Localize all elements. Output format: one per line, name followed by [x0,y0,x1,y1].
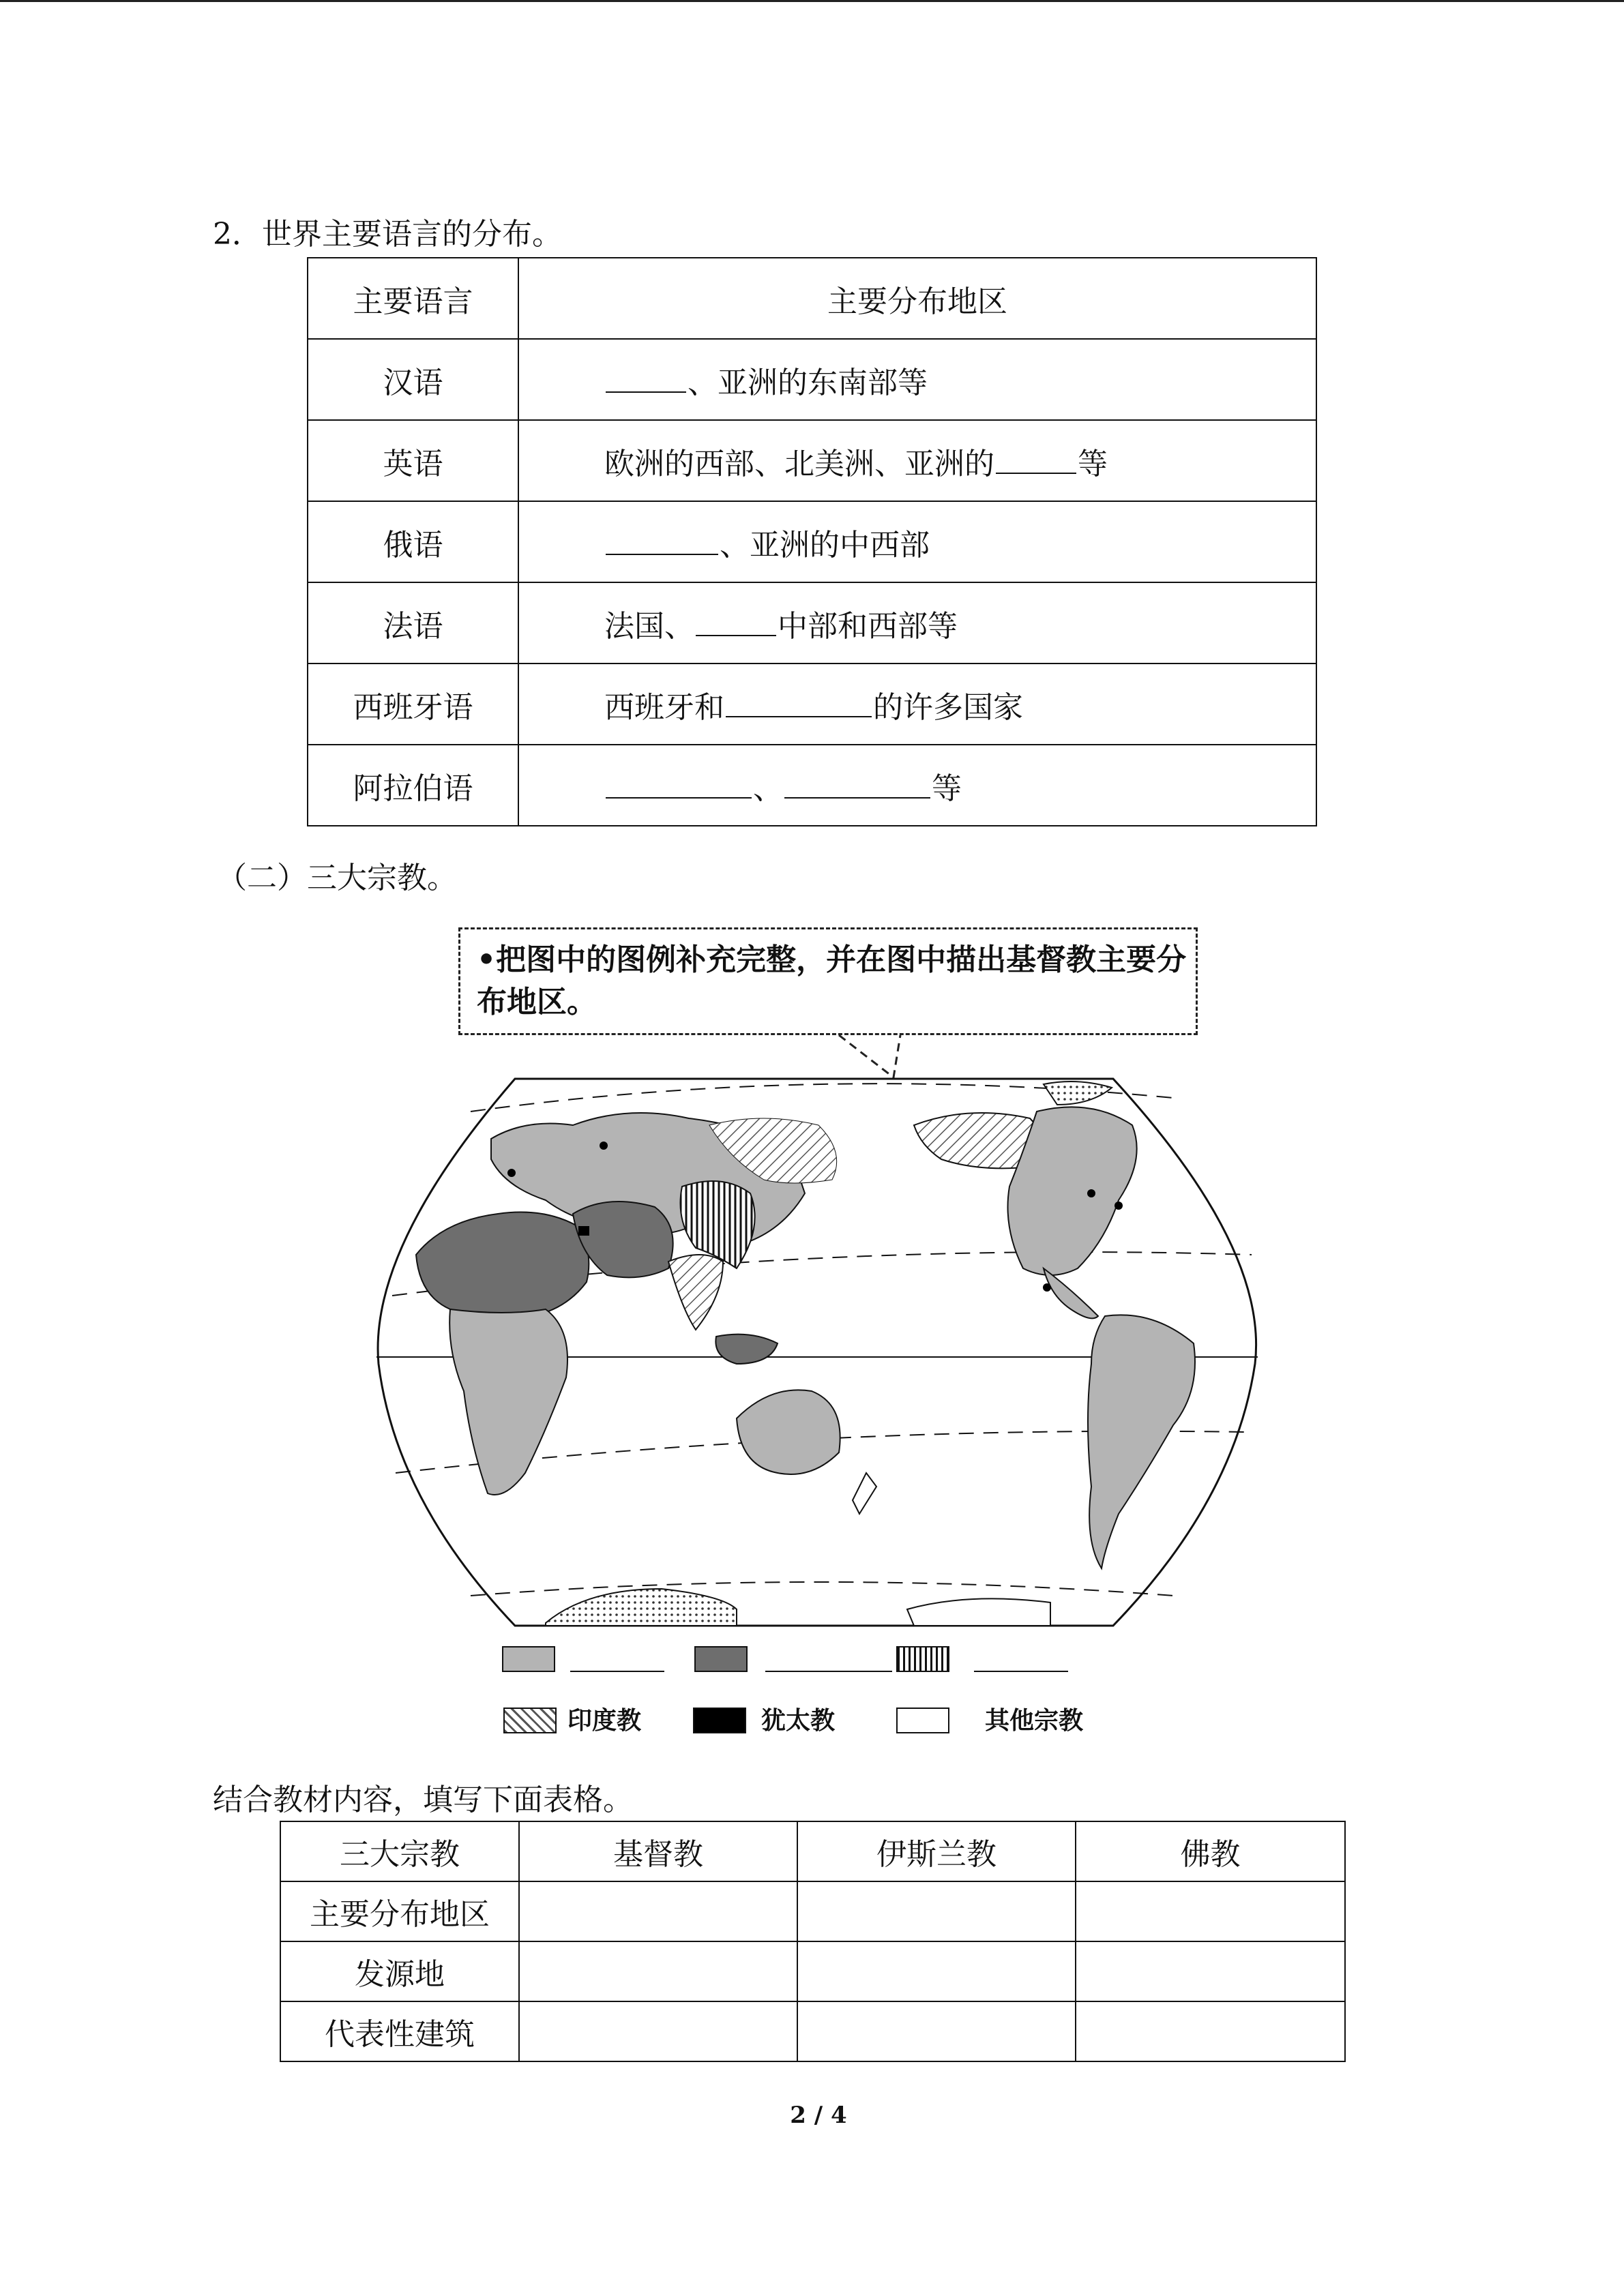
header-cell: 基督教 [519,1821,797,1881]
legend-swatch-dark-gray [694,1646,748,1672]
legend-swatch-hatch [503,1708,557,1733]
legend-swatch-light-gray [502,1646,555,1672]
fill-blank[interactable] [696,608,776,636]
top-border [0,0,1624,2]
region-text: 西班牙和 [604,689,724,725]
region-cell [518,501,1316,582]
section-heading-languages: 2．世界主要语言的分布。 [213,217,562,252]
table-row [308,745,1316,826]
table-header-row [308,258,1316,339]
header-cell: 三大宗教 [280,1821,519,1881]
row-label: 代表性建筑 [280,2001,519,2061]
language-cell: 法语 [308,582,518,664]
fill-blank[interactable] [784,770,930,799]
answer-cell[interactable] [519,1941,797,2001]
legend-swatch-vertical-lines [896,1646,949,1672]
region-text: 等 [932,771,962,806]
row-label: 发源地 [280,1941,519,2001]
religion-table [280,1821,1346,2062]
legend-label-judaism: 犹太教 [761,1707,836,1735]
region-text: 、亚洲的中西部 [720,527,930,563]
header-cell: 主要分布地区 [518,258,1316,339]
callout-text: •把图中的图例补充完整，并在图中描出基督教主要分布地区。 [477,942,1187,1019]
region-text: 等 [1078,446,1108,481]
region-cell [518,745,1316,826]
world-religion-map [368,1023,1275,1637]
region-text: 、亚洲的东南部等 [688,365,928,400]
region-text: 法国、 [604,608,694,644]
legend-label-other: 其他宗教 [985,1707,1084,1735]
language-cell: 英语 [308,420,518,501]
language-cell: 俄语 [308,501,518,582]
fill-blank[interactable] [996,445,1076,474]
legend-label-hinduism: 印度教 [567,1707,642,1735]
header-cell: 伊斯兰教 [797,1821,1076,1881]
callout-pointer [839,1035,900,1077]
fill-blank[interactable] [726,689,872,717]
table-row [280,1941,1345,2001]
fill-blank[interactable] [606,770,752,799]
region-cell [518,582,1316,664]
row-label: 主要分布地区 [280,1881,519,1941]
city-dot [1087,1189,1095,1197]
table-row [308,664,1316,745]
language-table [307,257,1317,826]
fill-blank[interactable] [606,526,718,555]
section-heading-religions: （二）三大宗教。 [217,861,457,895]
judaism-region [578,1226,589,1236]
table-row [308,339,1316,420]
region-text: 中部和西部等 [778,608,958,644]
region-cell [518,339,1316,420]
region-cell [518,420,1316,501]
fill-blank[interactable] [606,364,686,393]
city-dot [1114,1202,1123,1210]
answer-cell[interactable] [797,1881,1076,1941]
language-cell: 西班牙语 [308,664,518,745]
table-row [308,501,1316,582]
city-dot [600,1142,608,1150]
answer-cell[interactable] [797,1941,1076,2001]
header-cell: 佛教 [1076,1821,1345,1881]
table-row [280,1881,1345,1941]
city-dot [1043,1283,1051,1292]
table-header-row [280,1821,1345,1881]
answer-cell[interactable] [797,2001,1076,2061]
answer-cell[interactable] [1076,1941,1345,2001]
header-cell: 主要语言 [308,258,518,339]
legend-blank-line[interactable] [974,1671,1068,1672]
legend-swatch-black [693,1708,746,1733]
page-number: 2 / 4 [790,2102,847,2129]
answer-cell[interactable] [519,1881,797,1941]
legend-blank-line[interactable] [765,1671,892,1672]
language-cell: 阿拉伯语 [308,745,518,826]
region-cell [518,664,1316,745]
language-cell: 汉语 [308,339,518,420]
table-row [308,420,1316,501]
legend-swatch-white [896,1708,949,1733]
legend-blank-line[interactable] [570,1671,664,1672]
table-row [280,2001,1345,2061]
region-text: 欧洲的西部、北美洲、亚洲的 [604,446,994,481]
city-dot [507,1169,516,1177]
table-row [308,582,1316,664]
answer-cell[interactable] [1076,2001,1345,2061]
region-text: 的许多国家 [873,689,1023,725]
region-text: 、 [753,771,783,806]
answer-cell[interactable] [519,2001,797,2061]
callout-box [458,927,1198,1035]
table-intro: 结合教材内容，填写下面表格。 [213,1783,633,1817]
answer-cell[interactable] [1076,1881,1345,1941]
